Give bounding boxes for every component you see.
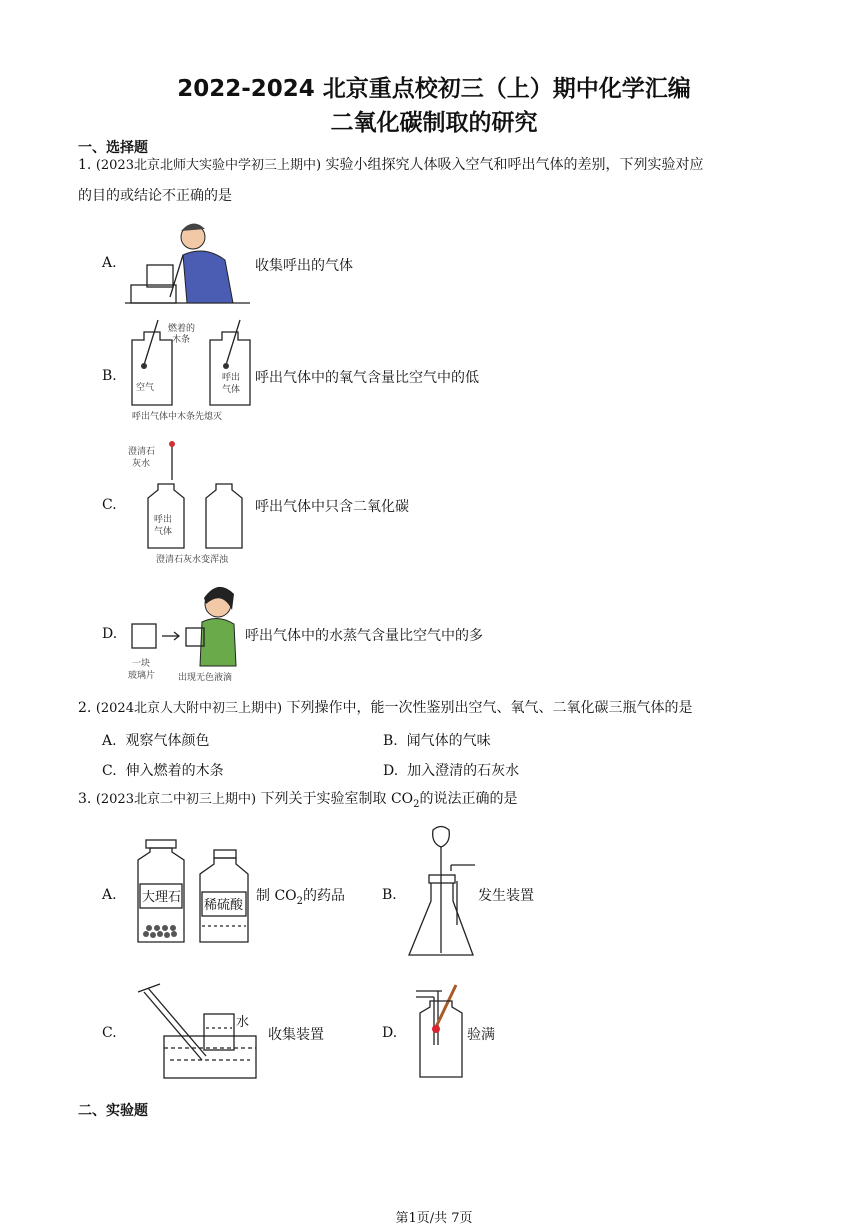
- q3-figure-c-collection: [130, 982, 260, 1082]
- label-stick: 木条: [172, 335, 191, 345]
- label-water: 水: [236, 1015, 250, 1030]
- page-footer: 第1页/共 7页: [395, 1211, 473, 1226]
- question-1-stem: [78, 150, 798, 211]
- q2-option-d: D. 加入澄清的石灰水: [383, 763, 520, 779]
- label-caption-d: 出现无色液滴: [178, 673, 233, 683]
- question-text-cont: 的目的或结论不正确的是: [78, 188, 232, 204]
- q1-figure-c-lime-water: [128, 440, 258, 565]
- label-lime-water: 灰水: [132, 459, 151, 469]
- question-source: (2024北京人大附中初三上期中): [95, 701, 283, 716]
- label-gas: 气体: [222, 385, 241, 395]
- q1-option-c-text: 呼出气体中只含二氧化碳: [255, 499, 409, 515]
- q2-option-c: C. 伸入燃着的木条: [102, 763, 224, 779]
- q1-option-d-letter: D.: [102, 626, 118, 642]
- q1-option-a-text: 收集呼出的气体: [255, 258, 353, 274]
- section-heading-choice: 一、选择题: [78, 140, 148, 156]
- question-text: 下列关于实验室制取 CO: [260, 791, 414, 807]
- label-glass: 玻璃片: [128, 671, 156, 681]
- q1-option-b-text: 呼出气体中的氧气含量比空气中的低: [255, 370, 479, 386]
- label-gas-c: 气体: [154, 527, 173, 537]
- label-exhaled-c: 呼出: [154, 515, 173, 525]
- q1-option-a-letter: A.: [102, 255, 117, 271]
- question-source: (2023北京二中初三上期中): [95, 792, 257, 807]
- page-subtitle: 二氧化碳制取的研究: [330, 110, 538, 136]
- page-title: 2022-2024 北京重点校初三（上）期中化学汇编: [177, 76, 691, 102]
- q2-option-b: B. 闻气体的气味: [383, 733, 491, 749]
- section-heading-experiment: 二、实验题: [78, 1103, 148, 1119]
- q3-option-c-text: 收集装置: [268, 1027, 324, 1043]
- label-sulfuric-acid: 稀硫酸: [204, 898, 244, 913]
- label-caption-c: 澄清石灰水变浑浊: [156, 555, 229, 565]
- label-one-piece: 一块: [132, 659, 151, 669]
- label-burning-stick: 燃着的: [168, 324, 196, 334]
- q1-option-c-letter: C.: [102, 497, 117, 513]
- q3-option-d-text: 验满: [467, 1027, 495, 1043]
- question-3-stem: 3. (2023北京二中初三上期中) 下列关于实验室制取 $CO_2$的说法正确的是: [78, 791, 518, 810]
- q3-option-b-text: 发生装置: [478, 888, 534, 904]
- question-source: (2023北京北师大实验中学初三上期中): [95, 158, 322, 173]
- q1-option-d-text: 呼出气体中的水蒸气含量比空气中的多: [245, 628, 483, 644]
- q2-option-a: A. 观察气体颜色: [102, 733, 210, 749]
- question-number: 3.: [78, 791, 92, 807]
- q3-option-d-letter: D.: [382, 1025, 398, 1041]
- question-number: 1.: [78, 157, 92, 173]
- question-text: 下列操作中，能一次性鉴别出空气、氧气、二氧化碳三瓶气体的是: [286, 700, 693, 716]
- q1-option-b-letter: B.: [102, 368, 117, 384]
- q1-figure-a-person-blowing: [125, 215, 255, 310]
- q3-figure-a-reagent-bottles: [132, 838, 254, 946]
- q3-option-c-letter: C.: [102, 1025, 117, 1041]
- q3-option-a-text: 制 $CO_2$的药品: [256, 888, 346, 907]
- label-lime: 澄清石: [128, 447, 156, 457]
- question-2-stem: [78, 693, 693, 724]
- q3-option-a-letter: A.: [102, 887, 117, 903]
- q1-figure-d-glass-breath: [126, 580, 241, 685]
- label-exhaled: 呼出: [222, 373, 241, 383]
- label-air: 空气: [136, 383, 155, 393]
- label-caption-b: 呼出气体中木条先熄灭: [132, 412, 223, 422]
- q3-figure-d-check-full: [412, 985, 472, 1080]
- label-marble: 大理石: [142, 890, 182, 905]
- q3-figure-b-generator: [405, 825, 480, 960]
- q3-option-b-letter: B.: [382, 887, 397, 903]
- question-number: 2.: [78, 700, 92, 716]
- question-text: 实验小组探究人体吸入空气和呼出气体的差别，下列实验对应: [325, 157, 704, 173]
- q1-figure-b-two-bottles: [122, 320, 252, 420]
